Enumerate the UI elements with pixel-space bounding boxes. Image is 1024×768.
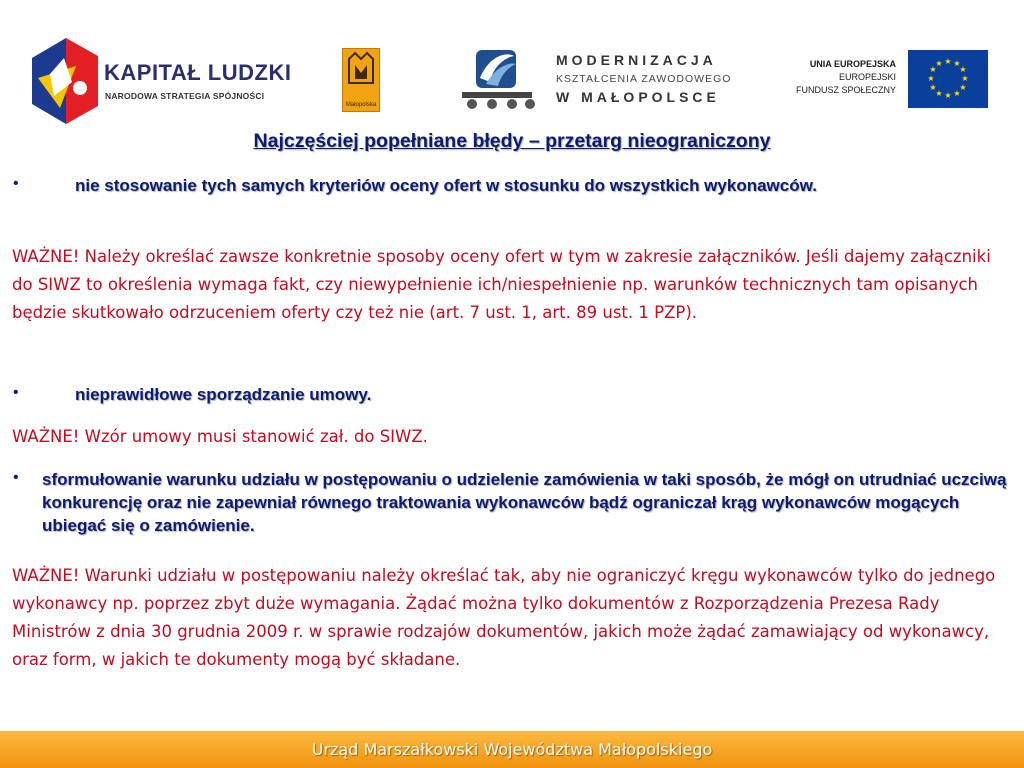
footer-text: Urząd Marszałkowski Województwa Małopolskiego [311, 740, 713, 759]
svg-text:★: ★ [944, 57, 952, 66]
ue-line1: UNIA EUROPEJSKA [809, 59, 896, 69]
ue-line3: FUNDUSZ SPOŁECZNY [795, 85, 896, 95]
bullet-text: nie stosowanie tych samych kryteriów oceny ofert w stosunku do wszystkich wykonawców. [75, 176, 817, 195]
ue-line2: EUROPEJSKI [838, 72, 896, 82]
svg-text:★: ★ [927, 74, 935, 83]
malopolska-label: Małopolska [345, 102, 377, 108]
bullet-text: nieprawidłowe sporządzanie umowy. [75, 385, 372, 404]
bullet-marker: • [13, 384, 19, 401]
malopolska-logo [342, 48, 380, 112]
important-note: WAŻNE! Wzór umowy musi stanowić zał. do SIWZ. [12, 427, 428, 446]
bullet-text: sformułowanie warunku udziału w postępowaniu o udzielenie zamówienia w taki sposób, że mógł on utrudniać uczciwą konkurencję oraz nie zapewniał równego traktowania wykonawców bądź ograniczał krąg wykonawców mogących ubiegać się o zamówienie. [42, 470, 1007, 535]
kapital-ludzki-title: KAPITAŁ LUDZKI [104, 60, 292, 85]
malopolska-emblem-icon [343, 49, 379, 95]
svg-text:★: ★ [929, 83, 937, 92]
svg-text:★: ★ [953, 89, 961, 98]
modernizacja-line1: MODERNIZACJA [556, 52, 717, 68]
logo-strip [0, 0, 1024, 125]
svg-text:★: ★ [959, 65, 967, 74]
important-note: WAŻNE! Należy określać zawsze konkretnie sposoby oceny ofert w tym w zakresie załączników. Jeśli dajemy załączniki do SIWZ to określenia wymaga fakt, czy niewypełnienie ich/niespełnienie np. warunków technicznych tam opisanych będzie skutkowało odrzuceniem oferty czy też nie (art. 7 ust. 1, art. 89 ust. 1 PZP). [12, 247, 991, 322]
modernizacja-line3: W MAŁOPOLSCE [556, 89, 720, 105]
svg-text:★: ★ [944, 91, 952, 100]
bullet-marker: • [13, 175, 19, 192]
slide-title: Najczęściej popełniane błędy – przetarg nieograniczony [253, 130, 771, 152]
svg-text:★: ★ [953, 59, 961, 68]
svg-text:★: ★ [929, 65, 937, 74]
svg-text:★: ★ [961, 74, 969, 83]
footer-bar [0, 731, 1024, 768]
svg-text:★: ★ [935, 59, 943, 68]
eu-fund-text [786, 58, 896, 97]
svg-text:★: ★ [959, 83, 967, 92]
modernizacja-logo-icon [462, 48, 542, 110]
kapital-ludzki-subtitle: NARODOWA STRATEGIA SPÓJNOŚCI [105, 91, 265, 101]
kapital-ludzki-logo-icon [30, 38, 100, 124]
eu-flag-icon [908, 50, 988, 108]
modernizacja-line2: KSZTAŁCENIA ZAWODOWEGO [556, 73, 732, 85]
bullet-marker: • [13, 469, 19, 486]
svg-text:★: ★ [935, 89, 943, 98]
important-note: WAŻNE! Warunki udziału w postępowaniu należy określać tak, aby nie ograniczyć kręgu wykonawców tylko do jednego wykonawcy np. poprzez zbyt duże wymagania. Żądać można tylko dokumentów z Rozporządzenia Prezesa Rady Ministrów z dnia 30 grudnia 2009 r. w sprawie rodzajów dokumentów, jakich może żądać zamawiający od wykonawcy, oraz form, w jakich te dokumenty mogą być składane. [12, 566, 996, 669]
